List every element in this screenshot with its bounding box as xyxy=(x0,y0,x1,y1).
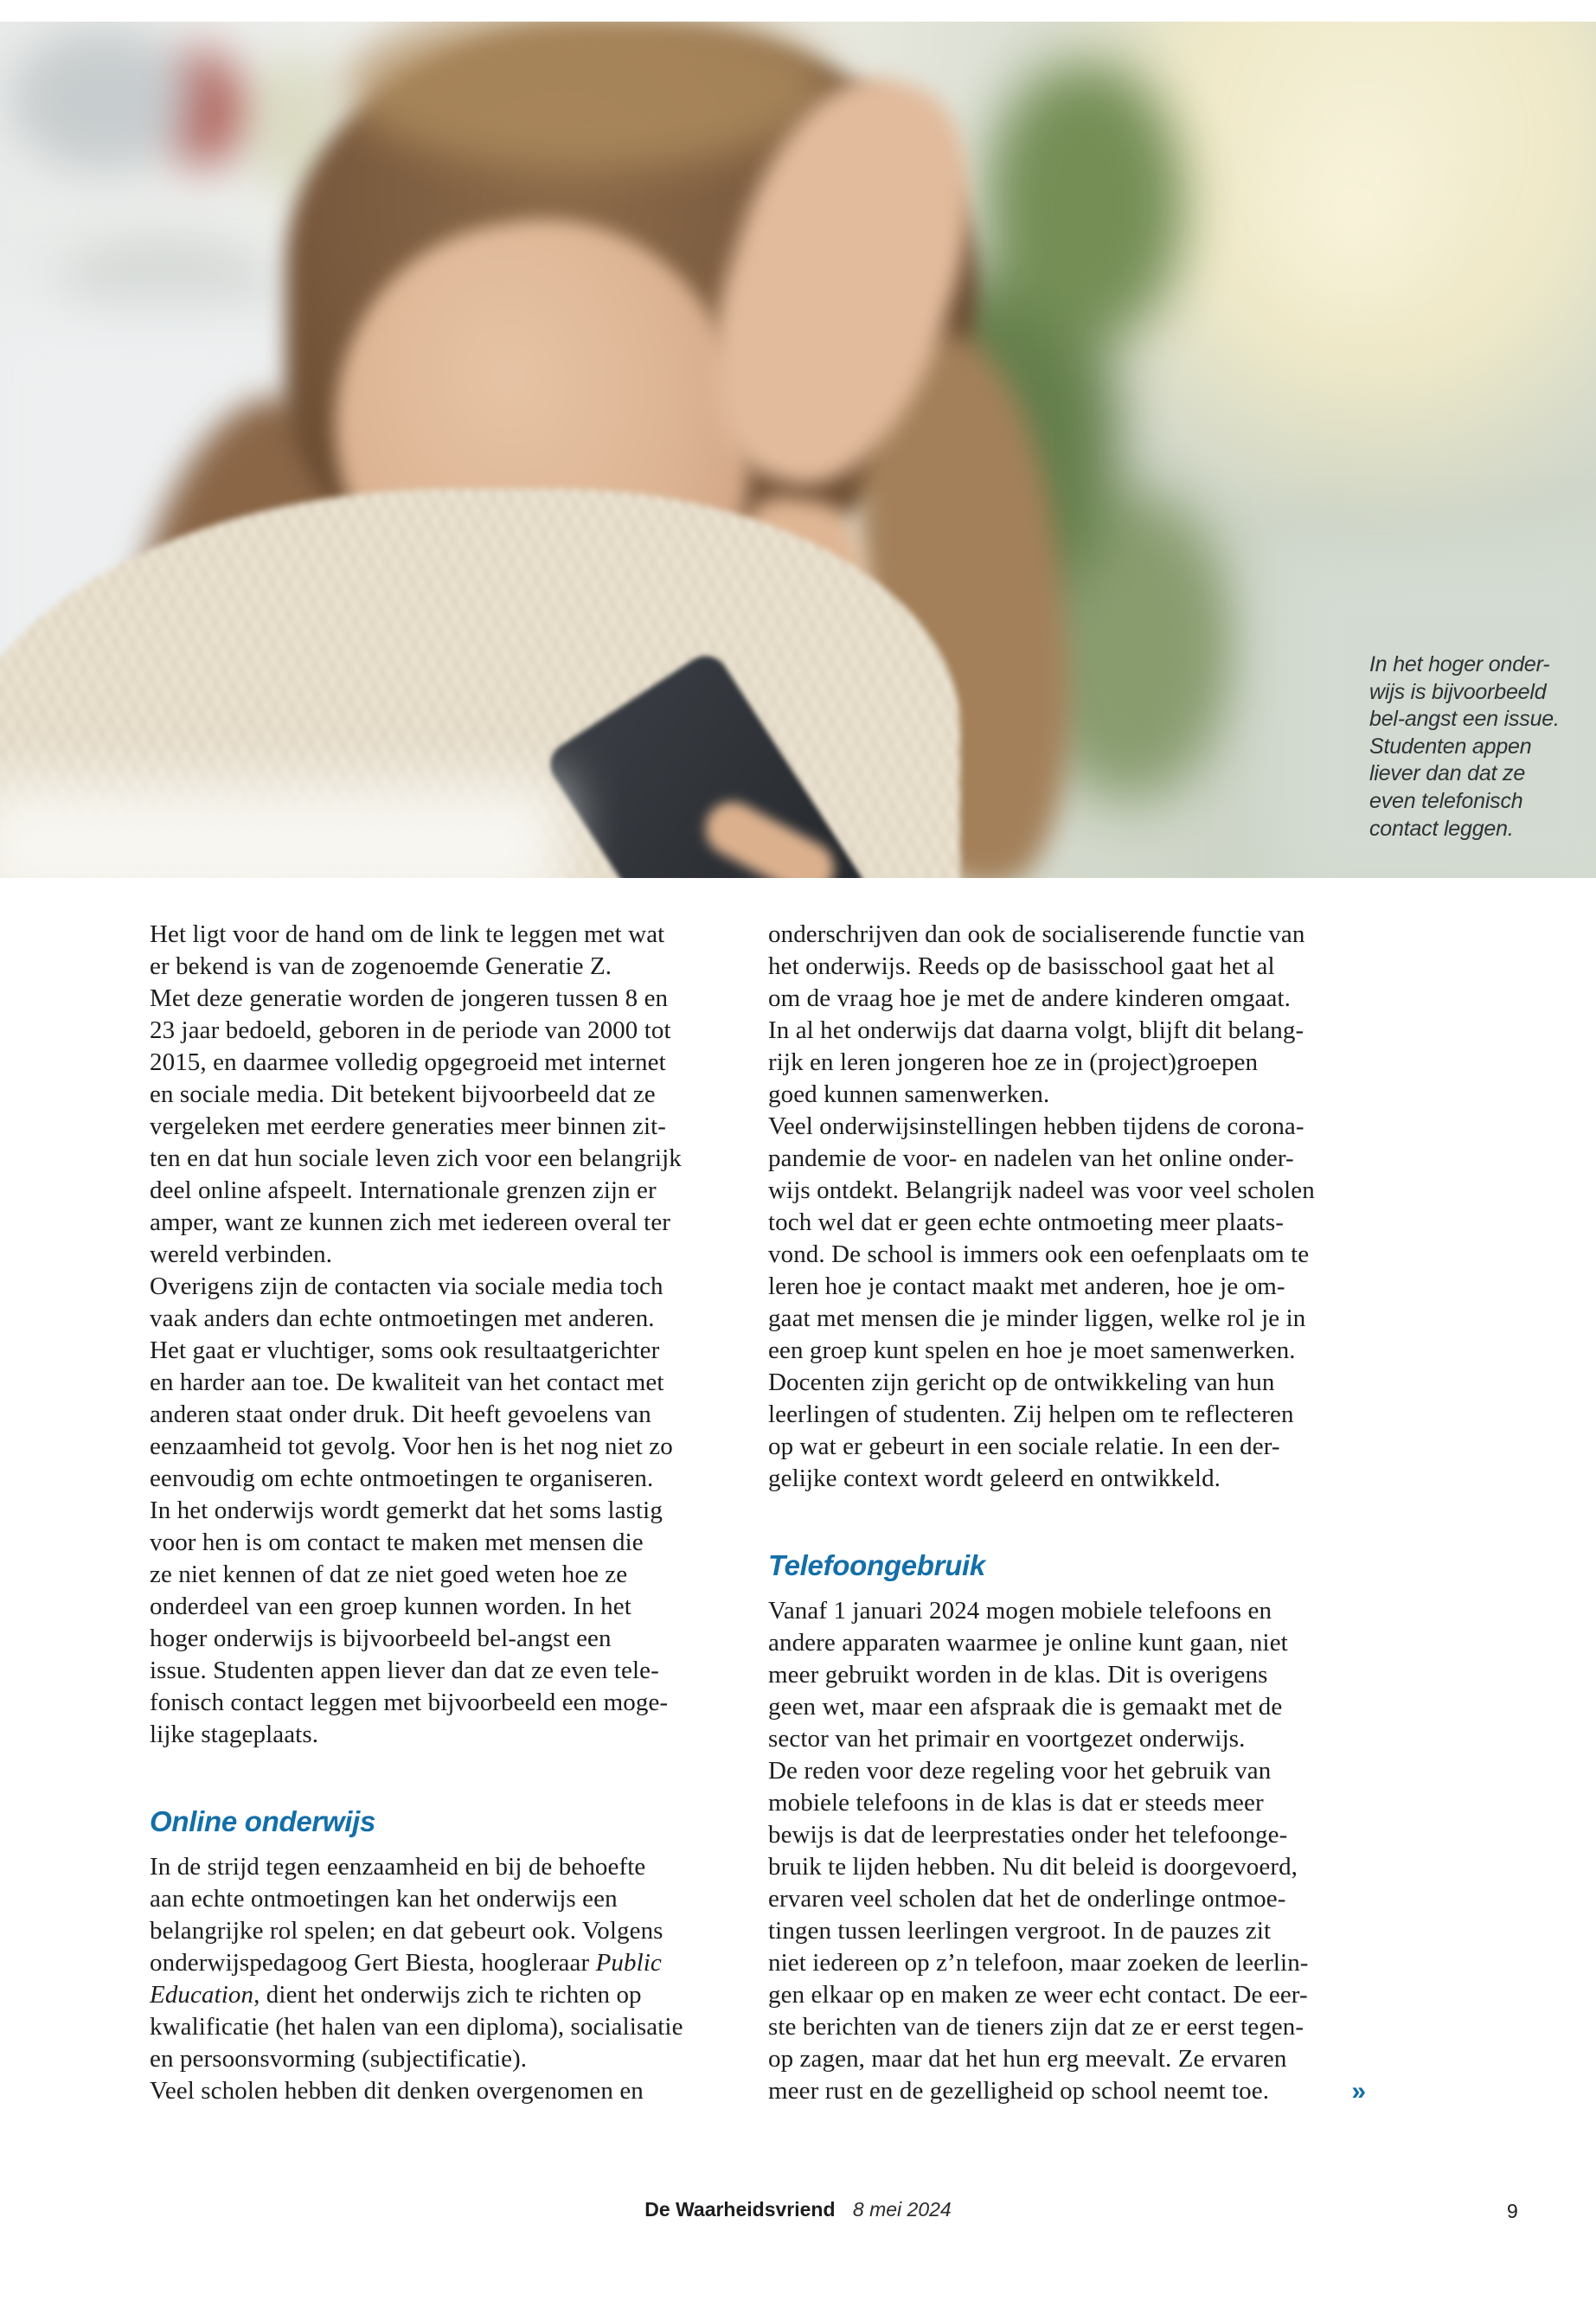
photo-foreground-glow xyxy=(0,783,562,878)
body-paragraph: Het ligt voor de hand om de link te leggen met wat er bekend is van de zogenoemde Generatie Z. Met deze generatie worden de jongeren tussen 8 en 23 jaar bedoeld, geboren in de periode van 2000 tot 2015, en daarmee volledig opgegroeid met internet en sociale media. Dit betekent bijvoorbeeld dat ze vergeleken met eerdere generaties meer binnen zit- ten en dat hun sociale leven zich voor een belangrijk deel online afspeelt. Internationale grenzen zijn er amper, want ze kunnen zich met iedereen overal ter wereld verbinden. Overigens zijn de contacten via sociale media toch vaak anders dan echte ontmoetingen met anderen. Het gaat er vluchtiger, soms ook resultaatgerichter en harder aan toe. De kwaliteit van het contact met anderen staat onder druk. Dit heeft gevoelens van eenzaamheid tot gevolg. Voor hen is het nog niet zo eenvoudig om echte ontmoetingen te organiseren. In het onderwijs wordt gemerkt dat het soms lastig voor hen is om contact te maken met mensen die ze niet kennen of dat ze niet goed weten hoe ze onderdeel van een groep kunnen worden. In het hoger onderwijs is bijvoorbeeld bel-angst een issue. Studenten appen liever dan dat ze even tele- fonisch contact leggen met bijvoorbeeld een moge- lijke stageplaats. xyxy=(150,920,682,1748)
issue-date: 8 mei 2024 xyxy=(852,2198,952,2221)
article-photo xyxy=(0,22,1596,878)
column-right xyxy=(768,919,1366,2107)
subhead-online-onderwijs: Online onderwijs xyxy=(150,1805,376,1837)
body-paragraph: Vanaf 1 januari 2024 mogen mobiele telefoons en andere apparaten waarmee je online kunt gaan, niet meer gebruikt worden in de klas. Dit is overigens geen wet, maar een afspraak die is gemaakt met de sector van het primair en voortgezet onderwijs. De reden voor deze regeling voor het gebruik van mobiele telefoons in de klas is dat er steeds meer bewijs is dat de leerprestaties onder het telefoonge- bruik te lijden hebben. Nu dit beleid is doorgevoerd, ervaren veel scholen dat het de onderlinge ontmoe- tingen tussen leerlingen vergroot. In de pauzes zit niet iedereen op z’n telefoon, maar zoeken de leerlin- gen elkaar op en maken ze weer echt contact. De eer- ste berichten van de tieners zijn dat ze er eerst tegen- op zagen, maar dat het hun erg meevalt. Ze ervaren meer rust en de gezelligheid op school neemt toe. xyxy=(768,1597,1309,2105)
footer-publication-line xyxy=(0,2198,1596,2221)
subhead-telefoongebruik: Telefoongebruik xyxy=(768,1549,985,1581)
column-left xyxy=(150,919,727,2107)
page-number: 9 xyxy=(1507,2200,1518,2222)
continuation-icon: » xyxy=(1351,2077,1366,2106)
article-body xyxy=(150,919,1366,2107)
magazine-title: De Waarheidsvriend xyxy=(644,2198,836,2221)
photo-caption: In het hoger onder- wijs is bijvoorbeeld bel-angst een issue. Studenten appen liever dan dat ze even telefonisch contact leggen. xyxy=(1369,652,1560,841)
body-paragraph: In de strijd tegen eenzaamheid en bij de behoefte aan echte ontmoetingen kan het onderwijs een belangrijke rol spelen; en dat gebeurt ook. Volgens onderwijspedagoog Gert Biesta, hoogleraar Public Education, dient het onderwijs zich te richten op kwalificatie (het halen van een diploma), socialisatie en persoonsvorming (subjectificatie). Veel scholen hebben dit denken overgenomen en xyxy=(150,1853,683,2105)
body-paragraph: onderschrijven dan ook de socialiserende functie van het onderwijs. Reeds op de basisschool gaat het al om de vraag hoe je met de andere kinderen omgaat. In al het onderwijs dat daarna volgt, blijft dit belang- rijk en leren jongeren hoe ze in (project)groepen goed kunnen samenwerken. Veel onderwijsinstellingen hebben tijdens de corona- pandemie de voor- en nadelen van het online onder- wijs ontdekt. Belangrijk nadeel was voor veel scholen toch wel dat er geen echte ontmoeting meer plaats- vond. De school is immers ook een oefenplaats om te leren hoe je contact maakt met anderen, hoe je om- gaat met mensen die je minder liggen, welke rol je in een groep kunt spelen en hoe je moet samenwerken. Docenten zijn gericht op de ontwikkeling van hun leerlingen of studenten. Zij helpen om te reflecteren op wat er gebeurt in een sociale relatie. In een der- gelijke context wordt geleerd en ontwikkeld. xyxy=(768,920,1315,1492)
